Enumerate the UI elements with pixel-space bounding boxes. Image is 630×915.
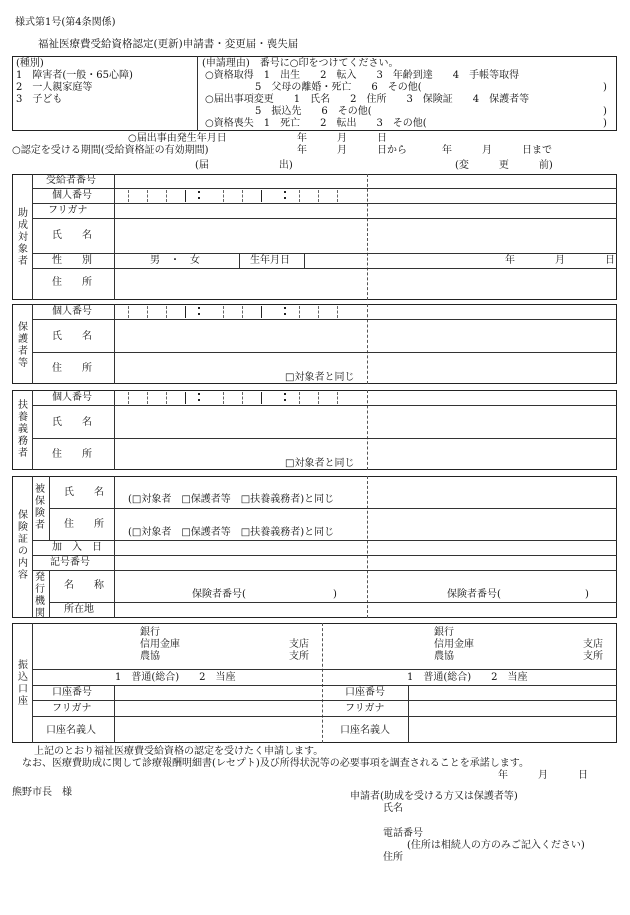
form-number: 様式第1号(第4条関係): [15, 17, 116, 28]
close-paren: ): [603, 106, 607, 117]
vertical-char: 込: [18, 672, 28, 683]
close-paren: ): [585, 589, 589, 600]
period-to: 年 月 日まで: [442, 145, 552, 156]
account-number-label: 口座番号: [345, 687, 385, 698]
phone-label: 電話番号: [383, 828, 423, 839]
vertical-char: 機: [35, 596, 45, 607]
bank-type-label: 農協: [140, 651, 160, 662]
account-holder-label: 口座名義人: [46, 725, 96, 736]
personal-number-field[interactable]: [114, 392, 367, 404]
vertical-char: 内: [18, 558, 28, 569]
account-number-label: 口座番号: [52, 687, 92, 698]
period-from: 年 月 日から: [297, 145, 407, 156]
column-heading-before: (変 更 前): [455, 160, 553, 171]
reason-line: ○届出事項変更 1 氏名 2 住所 3 保険証 4 保護者等: [205, 94, 530, 105]
name-label: 氏 名: [52, 331, 92, 342]
bank-type-label: 銀行: [434, 627, 454, 638]
reason-heading: (申請理由) 番号に○印をつけてください。: [202, 58, 399, 69]
bank-type-label: 信用金庫: [140, 639, 180, 650]
occurrence-date-value: 年 月 日: [297, 133, 387, 144]
furigana-label: フリガナ: [48, 205, 88, 216]
vertical-char: 象: [18, 244, 28, 255]
kind-heading: (種別): [16, 58, 44, 69]
section-label-supporter: [17, 400, 29, 460]
vertical-char: 振: [18, 660, 28, 671]
close-paren: ): [333, 589, 337, 600]
vertical-char: 座: [18, 696, 28, 707]
same-as-subject-checkbox[interactable]: □対象者と同じ: [285, 458, 355, 469]
vertical-char: 成: [18, 220, 28, 231]
recipient-number-label: 受給者番号: [46, 175, 96, 186]
vertical-char: 証: [18, 534, 28, 545]
vertical-char: 関: [35, 608, 45, 619]
insurer-number-label: 保険者番号(: [447, 589, 501, 600]
joined-date-label: 加 入 日: [52, 542, 102, 553]
applicant-name-label: 氏名: [383, 803, 403, 814]
reason-line: ○資格喪失 1 死亡 2 転出 3 その他(: [205, 118, 427, 129]
issuer-address-label: 所在地: [64, 604, 94, 615]
branch-type-label: 支所: [583, 651, 603, 662]
reason-line: ○資格取得 1 出生 2 転入 3 年齢到達 4 手帳等取得: [205, 70, 520, 81]
same-as-subject-checkbox[interactable]: □対象者と同じ: [285, 372, 355, 383]
vertical-char: 義: [18, 424, 28, 435]
close-paren: ): [603, 82, 607, 93]
vertical-char: 容: [18, 570, 28, 581]
same-as-options[interactable]: (□対象者 □保護者等 □扶養義務者)と同じ: [128, 527, 335, 538]
personal-number-field[interactable]: [114, 190, 367, 202]
section-label-guardian: [17, 322, 29, 370]
symbol-number-label: 記号番号: [50, 557, 90, 568]
statement-apply: 上記のとおり福祉医療費受給資格の認定を受けたく申請します。: [34, 746, 324, 757]
address-note: (住所は相続人の方のみご記入ください): [407, 840, 585, 851]
name-label: 氏 名: [52, 417, 92, 428]
vertical-char: 発: [35, 572, 45, 583]
vertical-char: 扶: [18, 400, 28, 411]
section-label-bank: [17, 660, 29, 708]
vertical-char: 口: [18, 684, 28, 695]
kind-item: 1 障害者(一般・65心障): [16, 70, 133, 81]
period-label: ○認定を受ける期間(受給資格証の有効期間): [12, 145, 209, 156]
close-paren: ): [603, 118, 607, 129]
insured-name-label: 氏 名: [64, 487, 104, 498]
bank-type-label: 農協: [434, 651, 454, 662]
column-heading-filed: (届 出): [195, 160, 293, 171]
vertical-char: 保: [18, 322, 28, 333]
applicant-label: 申請者(助成を受ける方又は保護者等): [350, 791, 518, 802]
vertical-char: 者: [18, 346, 28, 357]
personal-number-label: 個人番号: [52, 190, 92, 201]
account-holder-label: 口座名義人: [340, 725, 390, 736]
bank-type-label: 信用金庫: [434, 639, 474, 650]
personal-number-label: 個人番号: [52, 306, 92, 317]
vertical-char: 養: [18, 412, 28, 423]
account-type-options[interactable]: 1 普通(総合) 2 当座: [407, 672, 528, 683]
vertical-char: 保: [35, 496, 45, 507]
reason-line: 5 振込先 6 その他(: [205, 106, 372, 117]
address-label: 住 所: [52, 277, 92, 288]
statement-consent: なお、医療費助成に関して診療報酬明細書(レセプト)及び所得状況等の必要事項を調査されることを承諾します。: [22, 758, 530, 769]
insured-label: [34, 484, 46, 532]
section-label-insurance: [17, 510, 29, 582]
birth-date-label: 生年月日: [250, 255, 290, 266]
insurer-number-label: 保険者番号(: [192, 589, 246, 600]
birth-date-value: 年 月 日: [505, 255, 615, 266]
addressee: 熊野市長 様: [12, 787, 72, 798]
vertical-char: の: [18, 546, 28, 557]
branch-type-label: 支所: [289, 651, 309, 662]
name-label: 氏 名: [52, 230, 92, 241]
account-type-options[interactable]: 1 普通(総合) 2 当座: [115, 672, 236, 683]
vertical-char: 険: [35, 508, 45, 519]
vertical-char: 者: [18, 256, 28, 267]
vertical-char: 被: [35, 484, 45, 495]
issuer-name-label: 名 称: [64, 580, 104, 591]
personal-number-field[interactable]: [114, 306, 367, 318]
page-title: 福祉医療費受給資格認定(更新)申請書・変更届・喪失届: [38, 38, 299, 50]
sex-label: 性 別: [52, 255, 92, 266]
kind-item: 2 一人親家庭等: [16, 82, 93, 93]
vertical-char: 務: [18, 436, 28, 447]
sex-options[interactable]: 男 ・ 女: [150, 255, 200, 266]
kind-item: 3 子ども: [16, 94, 63, 105]
vertical-char: 助: [18, 208, 28, 219]
vertical-char: 険: [18, 522, 28, 533]
applicant-address-label: 住所: [383, 852, 403, 863]
branch-type-label: 支店: [583, 639, 603, 650]
branch-type-label: 支店: [289, 639, 309, 650]
vertical-char: 者: [18, 448, 28, 459]
personal-number-label: 個人番号: [52, 392, 92, 403]
address-label: 住 所: [52, 363, 92, 374]
vertical-char: 等: [18, 358, 28, 369]
occurrence-date-label: ○届出事由発生年月日: [128, 133, 227, 144]
vertical-char: 護: [18, 334, 28, 345]
furigana-label: フリガナ: [52, 703, 92, 714]
vertical-char: 者: [35, 520, 45, 531]
same-as-options[interactable]: (□対象者 □保護者等 □扶養義務者)と同じ: [128, 494, 335, 505]
address-label: 住 所: [52, 449, 92, 460]
insured-address-label: 住 所: [64, 519, 104, 530]
reason-line: 5 父母の離婚・死亡 6 その他(: [205, 82, 422, 93]
vertical-char: 保: [18, 510, 28, 521]
furigana-label: フリガナ: [345, 703, 385, 714]
issuer-label: [34, 572, 46, 620]
section-label-subject: [17, 208, 29, 268]
bank-type-label: 銀行: [140, 627, 160, 638]
vertical-char: 対: [18, 232, 28, 243]
application-date: 年 月 日: [498, 770, 588, 781]
vertical-char: 行: [35, 584, 45, 595]
